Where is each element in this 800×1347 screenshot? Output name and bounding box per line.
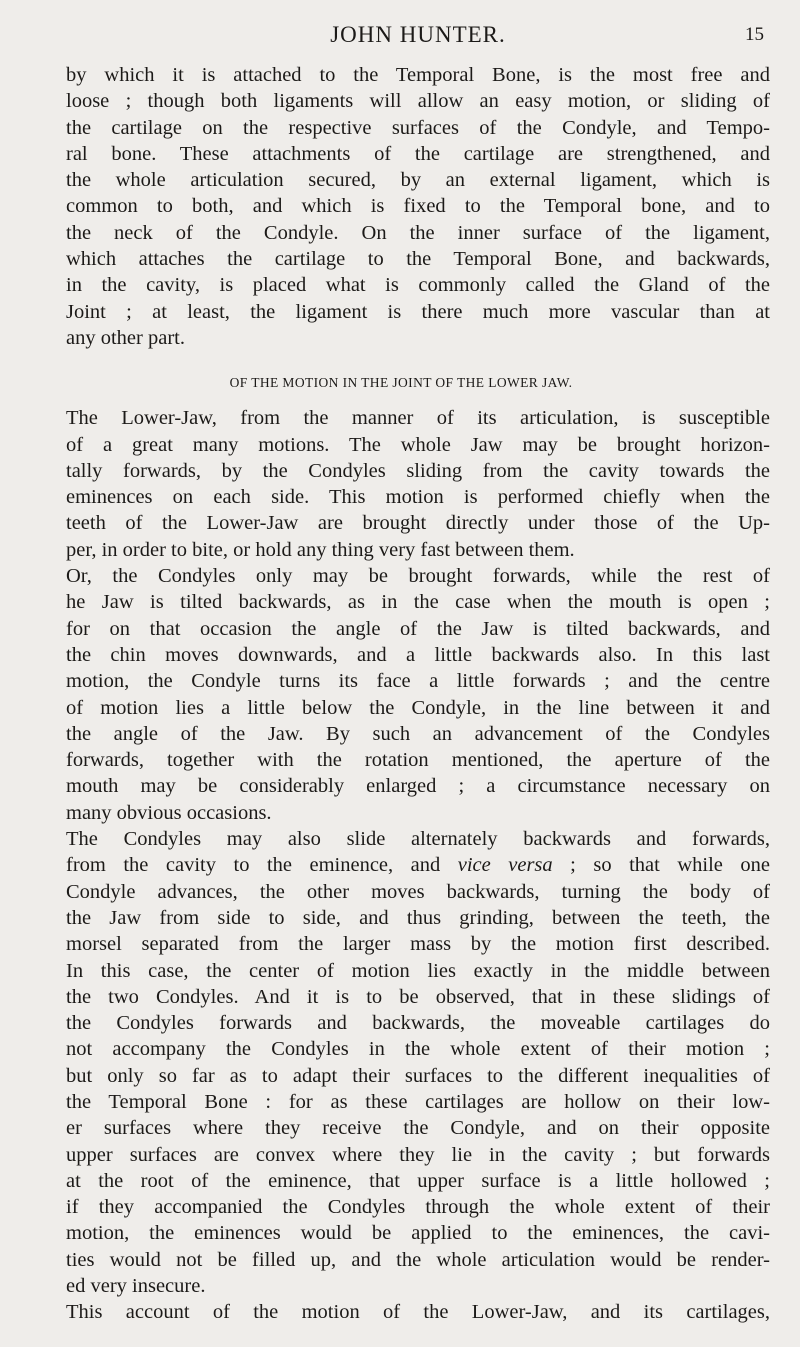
text-line: The Condyles may also slide alternately backwards and forwards,	[66, 828, 770, 851]
page-number: 15	[745, 24, 764, 45]
book-page	[0, 8, 800, 1347]
italic-phrase: vice versa	[457, 854, 553, 877]
text-line: by which it is attached to the Temporal Bone, is the most free and	[66, 64, 770, 86]
paragraph-jaw-motions	[66, 405, 770, 563]
text-line: the angle of the Jaw. By such an advancement of the Condyles	[66, 722, 770, 745]
text-line: ties would not be filled up, and the whole articulation would be render-	[66, 1248, 770, 1271]
text-line: the two Condyles. And it is to be observed, that in these slidings of	[66, 985, 770, 1008]
text-line: the Jaw from side to side, and thus grinding, between the teeth, the	[66, 906, 770, 929]
text-line: of a great many motions. The whole Jaw may be brought horizon-	[66, 433, 770, 456]
text-line: ed very insecure.	[66, 1275, 206, 1298]
text-line: the Temporal Bone : for as these cartilages are hollow on their low-	[66, 1090, 770, 1113]
text-line: motion, the Condyle turns its face a little forwards ; and the centre	[66, 670, 770, 693]
text-line: er surfaces where they receive the Condyle, and on their opposite	[66, 1117, 770, 1140]
paragraph-alternate-sliding	[66, 826, 770, 1299]
text-line: any other part.	[66, 326, 185, 349]
text-line: many obvious occasions.	[66, 801, 272, 824]
text-line: forwards, together with the rotation mentioned, the aperture of the	[66, 749, 770, 772]
text-line: at the root of the eminence, that upper surface is a little hollowed ;	[66, 1169, 770, 1192]
text-line: Joint ; at least, the ligament is there much more vascular than at	[66, 300, 770, 323]
text-line: the Condyles forwards and backwards, the moveable cartilages do	[66, 1012, 770, 1035]
text-line: the whole articulation secured, by an external ligament, which is	[66, 169, 770, 192]
text-line: but only so far as to adapt their surfaces to the different inequalities of	[66, 1064, 770, 1087]
text-line: Or, the Condyles only may be brought forwards, while the rest of	[66, 565, 770, 588]
paragraph-ligament-attachment	[66, 62, 770, 351]
text-line: Condyle advances, the other moves backwards, turning the body of	[66, 880, 770, 903]
text-line: loose ; though both ligaments will allow an easy motion, or sliding of	[66, 90, 770, 113]
section-heading: OF THE MOTION IN THE JOINT OF THE LOWER JAW.	[229, 375, 573, 391]
text-line: The Lower-Jaw, from the manner of its articulation, is susceptible	[66, 407, 770, 430]
text-line: morsel separated from the larger mass by the motion first described.	[66, 933, 770, 956]
body-text	[66, 62, 770, 1326]
paragraph-condyles-forward	[66, 563, 770, 826]
text-line: the chin moves downwards, and a little backwards also. In this last	[66, 643, 770, 666]
text-line: the neck of the Condyle. On the inner surface of the ligament,	[66, 221, 770, 244]
text-line: per, in order to bite, or hold any thing very fast between them.	[66, 538, 575, 561]
text-line: mouth may be considerably enlarged ; a circumstance necessary on	[66, 775, 770, 798]
running-header	[66, 8, 770, 62]
text-line: if they accompanied the Condyles through the whole extent of their	[66, 1196, 770, 1219]
text-line: not accompany the Condyles in the whole extent of their motion ;	[66, 1038, 770, 1061]
running-title: JOHN HUNTER.	[330, 22, 506, 47]
text-line: for on that occasion the angle of the Jaw is tilted backwards, and	[66, 617, 770, 640]
text-line: In this case, the center of motion lies exactly in the middle between	[66, 959, 770, 982]
text-line: motion, the eminences would be applied to the eminences, the cavi-	[66, 1222, 770, 1245]
text-line: in the cavity, is placed what is commonly called the Gland of the	[66, 274, 770, 297]
text-line: the cartilage on the respective surfaces of the Condyle, and Tempo-	[66, 116, 770, 139]
text-run: ; so that while one	[552, 854, 770, 877]
text-line: of motion lies a little below the Condyle, in the line between it and	[66, 696, 770, 719]
text-line: teeth of the Lower-Jaw are brought directly under those of the Up-	[66, 512, 770, 535]
text-line: upper surfaces are convex where they lie in the cavity ; but forwards	[66, 1143, 770, 1166]
text-run: from the cavity to the eminence, and	[66, 854, 458, 877]
text-line: which attaches the cartilage to the Temporal Bone, and backwards,	[66, 248, 770, 271]
text-line-with-italic	[66, 852, 770, 878]
text-line: he Jaw is tilted backwards, as in the case when the mouth is open ;	[66, 591, 770, 614]
text-line: ral bone. These attachments of the cartilage are strengthened, and	[66, 142, 770, 165]
text-line: This account of the motion of the Lower-Jaw, and its cartilages,	[66, 1301, 770, 1324]
text-line: eminences on each side. This motion is performed chiefly when the	[66, 486, 770, 509]
text-line: common to both, and which is fixed to the Temporal bone, and to	[66, 195, 770, 218]
text-line: tally forwards, by the Condyles sliding from the cavity towards the	[66, 459, 770, 482]
paragraph-account-start	[66, 1299, 770, 1325]
